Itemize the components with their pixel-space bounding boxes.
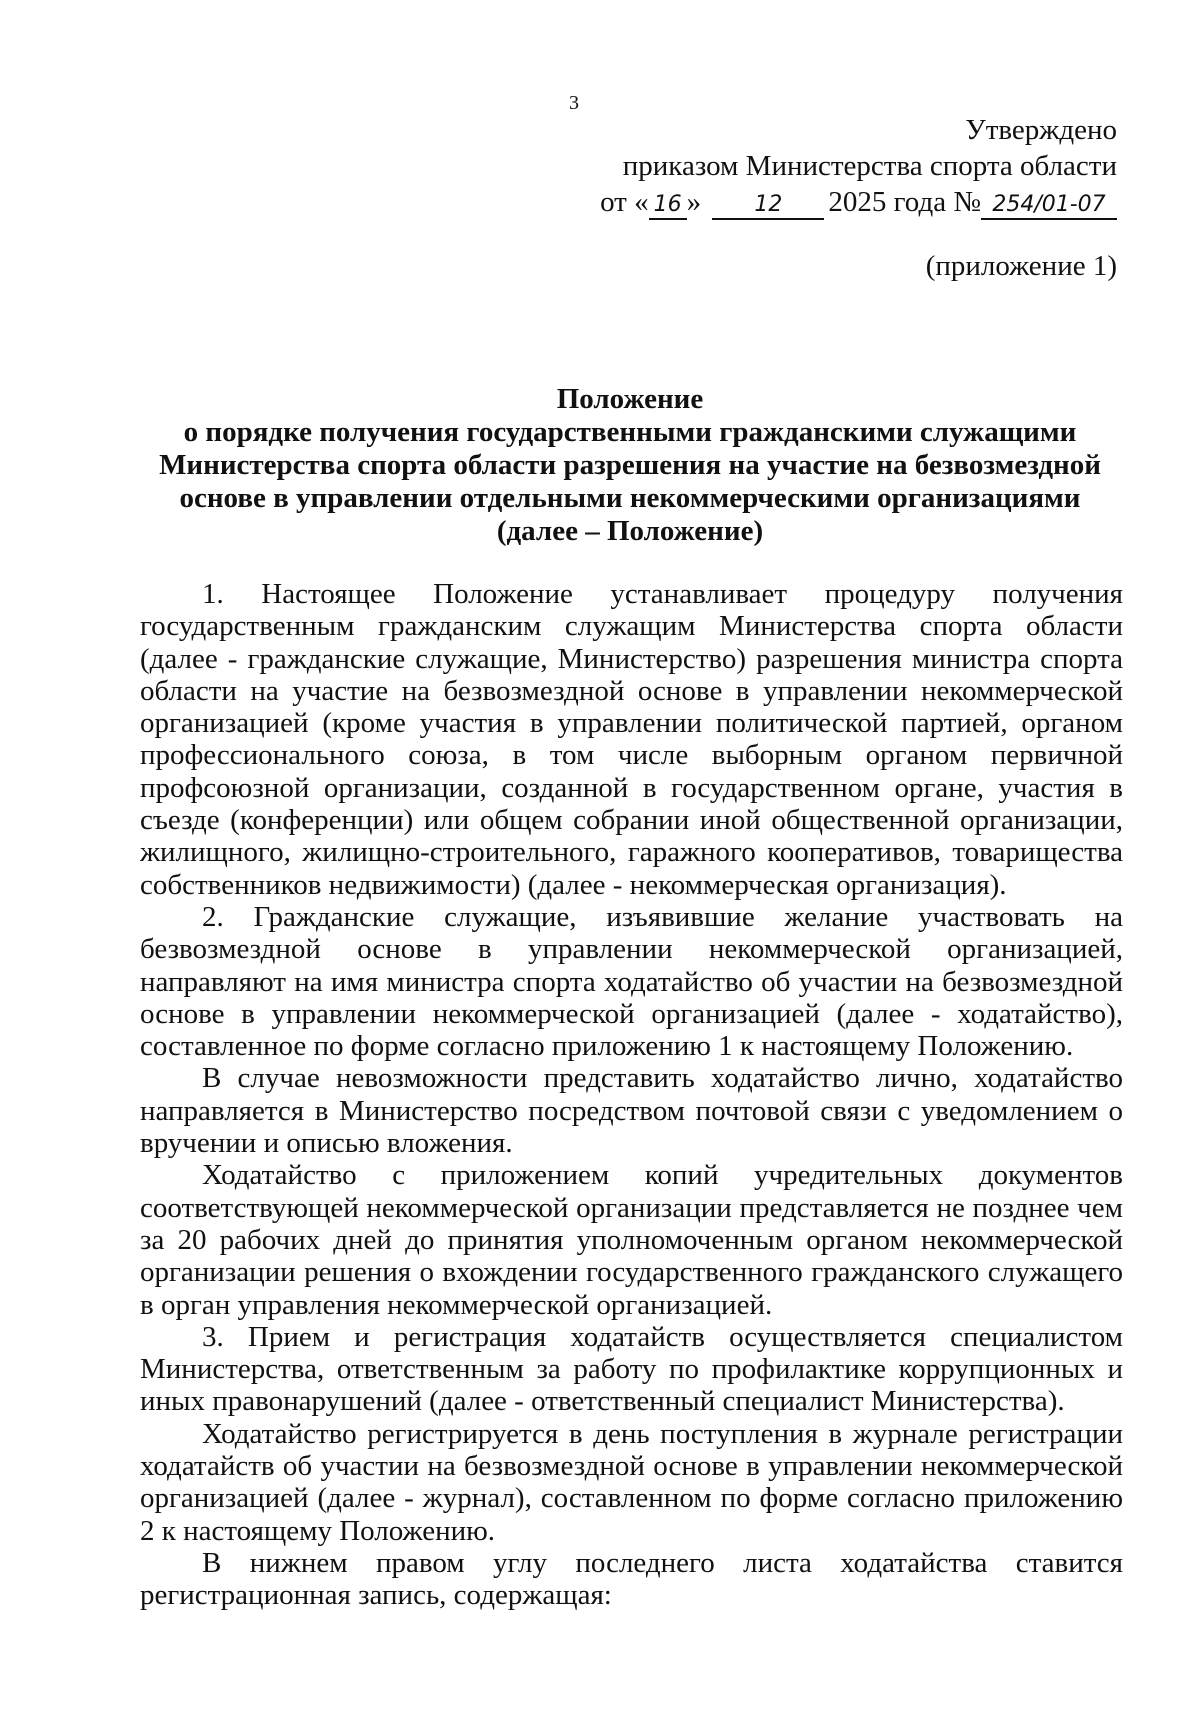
date-prefix: от « [600, 186, 649, 218]
approval-date-line [557, 184, 1117, 220]
year-text: 2025 года № [828, 186, 981, 218]
paragraph-7: В нижнем правом углу последнего листа ходатайства ставится регистрационная запись, содержащая: [140, 1546, 1123, 1612]
paragraph-2: 2. Гражданские служащие, изъявившие желание участвовать на безвозмездной основе в управлении некоммерческой организацией, направляют на имя министра спорта ходатайство об участии на безвозмездной основе в управлении некоммерческой организацией (далее - ходатайство), составленное по форме согласно приложению 1 к настоящему Положению. [140, 900, 1123, 1063]
document-body [140, 578, 1123, 1612]
document-title [140, 383, 1120, 548]
paragraph-5: 3. Прием и регистрация ходатайств осуществляется специалистом Министерства, ответственным за работу по профилактике коррупционных и иных правонарушений (далее - ответственный специалист Министерства). [140, 1320, 1123, 1418]
page-number: 3 [569, 92, 579, 114]
paragraph-3: В случае невозможности представить ходатайство лично, ходатайство направляется в Министерство посредством почтовой связи с уведомлением о вручении и описью вложения. [140, 1062, 1123, 1160]
paragraph-1: 1. Настоящее Положение устанавливает процедуру получения государственным гражданским служащим Министерства спорта области (далее - гражданские служащие, Министерство) разрешения министра спорта области на участие на безвозмездной основе в управлении некоммерческой организацией (кроме участия в управлении политической партией, органом профессионального союза, в том числе выборным органом первичной профсоюзной организации, созданной в государственном органе, участия в съезде (конференции) или общем собрании иной общественной организации, жилищного, жилищно-строительного, гаражного кооперативов, товарищества собственников недвижимости) (далее - некоммерческая организация). [140, 578, 1123, 901]
paragraph-4: Ходатайство с приложением копий учредительных документов соответствующей некоммерческой организации представляется не позднее чем за 20 рабочих дней до принятия уполномоченным органом некоммерческой организации решения о вхождении государственного гражданского служащего в орган управления некоммерческой организацией. [140, 1159, 1123, 1321]
date-mid: » [686, 186, 702, 218]
title-line-5: (далее – Положение) [496, 515, 764, 547]
title-line-2: о порядке получения государственными гражданскими служащими [183, 416, 1077, 448]
title-line-1: Положение [556, 383, 704, 415]
handwritten-order-number: 254/01-07 [981, 192, 1117, 220]
handwritten-month: 12 [712, 192, 824, 220]
approval-heading: Утверждено [965, 114, 1117, 146]
title-line-3: Министерства спорта области разрешения на участие на безвозмездной [159, 449, 1101, 481]
title-line-4: основе в управлении отдельными некоммерческими организациями [179, 482, 1081, 514]
approval-stamp [557, 112, 1117, 220]
paragraph-6: Ходатайство регистрируется в день поступления в журнале регистрации ходатайств об участии на безвозмездной основе в управлении некоммерческой организацией (далее - журнал), составленном по форме согласно приложению 2 к настоящему Положению. [140, 1417, 1123, 1547]
appendix-note: (приложение 1) [925, 250, 1117, 282]
approval-order-issuer: приказом Министерства спорта области [622, 150, 1117, 182]
handwritten-day: 16 [649, 192, 687, 220]
